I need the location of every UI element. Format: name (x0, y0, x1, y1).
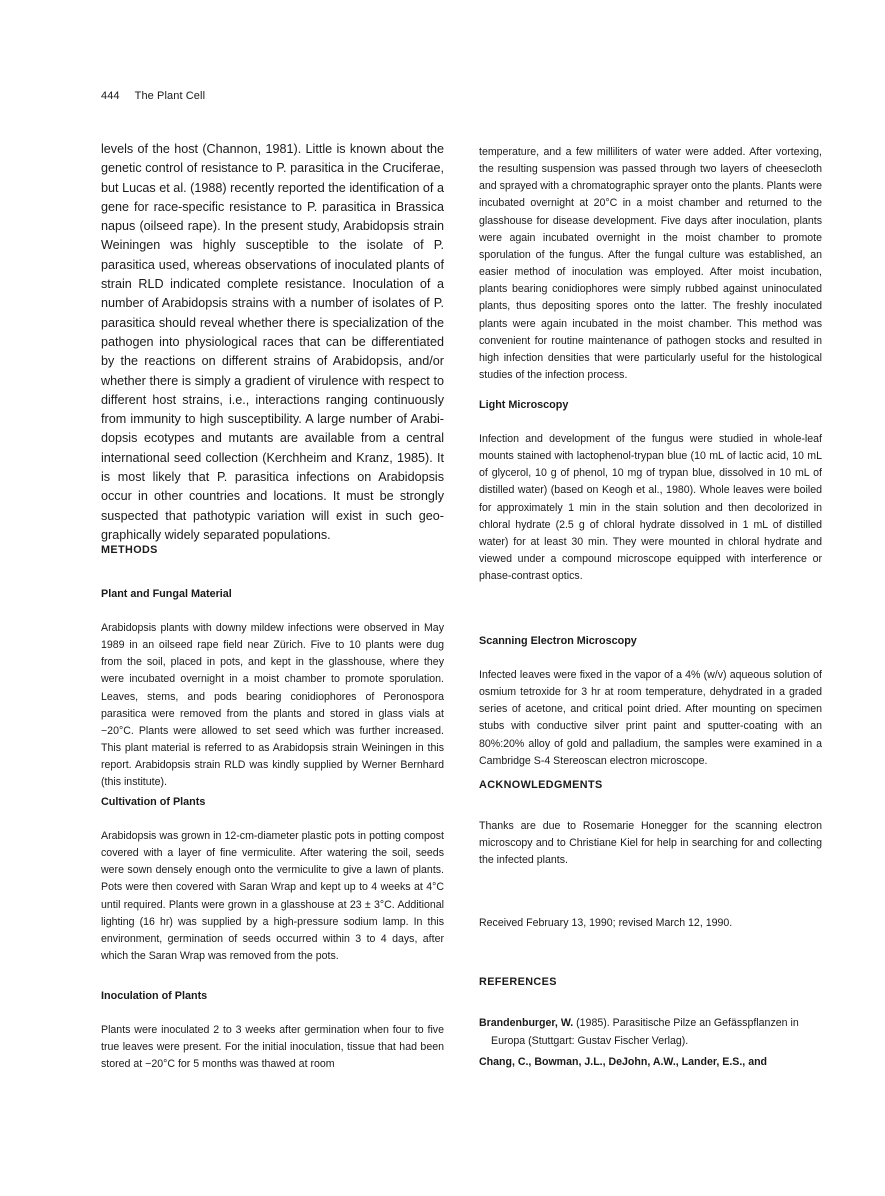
page-number: 444 (101, 90, 120, 102)
acknowledgments-block (479, 818, 822, 869)
sem-text: Infected leaves were fixed in the vapor of a 4% (w/v) aqueous solution of osmium tetroxide for 3 hr at room temperature, dehydrated in a graded series of acetone, and critical point dried. After mounting on specimen stubs with conductive silver print paint and sputter-coating with an 80%:20% alloy of gold and palladium, the samples were examined in a Cambridge S-4 Stereoscan electron microscope. (479, 669, 822, 767)
plant-fungal-heading: Plant and Fungal Material (101, 588, 232, 600)
cultivation-block (101, 828, 444, 965)
reference-details: (1985). Parasitische Pilze an Gefässpflanzen in Europa (Stuttgart: Gustav Fischer Verlag). (491, 1017, 799, 1047)
references-list (479, 1015, 822, 1076)
sem-block (479, 667, 822, 770)
inoculation-block (101, 1022, 444, 1073)
acknowledgments-text: Thanks are due to Rosemarie Honegger for the scanning electron microscopy and to Christiane Kiel for help in searching for and collecting the infected plants. (479, 820, 822, 867)
intro-paragraph-block (101, 140, 444, 545)
cultivation-text: Arabidopsis was grown in 12-cm-diameter plastic pots in potting compost covered with a layer of fine vermiculite. After watering the soil, seeds were sown densely enough onto the vermiculite to give a lawn of plants. Pots were then covered with Saran Wrap and kept up to 4 weeks at 4°C until required. Plants were grown in a glasshouse at 23 ± 3°C. Additional lighting (16 hr) was supplied by a high-pressure sodium lamp. In this environment, germination of seeds occurred within 3 to 4 days, after which the Saran Wrap was removed from the pots. (101, 830, 444, 963)
references-heading: REFERENCES (479, 976, 557, 988)
plant-fungal-text: Arabidopsis plants with downy mildew infections were observed in May 1989 in an oilseed rape field near Zürich. Five to 10 plants were dug from the soil, placed in pots, and kept in the glasshouse, where they were incubated overnight in a moist chamber to promote sporulation. Leaves, stems, and pods bearing conidiophores of Peronospora parasitica were removed from the plants and stored in glass vials at −20°C. Plants were allowed to set seed which was further increased. This plant material is referred to as Arabidopsis strain Weiningen in this report. Arabidopsis strain RLD was kindly supplied by Werner Bernhard (this institute). (101, 622, 444, 789)
reference-authors: Chang, C., Bowman, J.L., DeJohn, A.W., Lander, E.S., and (479, 1056, 768, 1068)
continuation-text: temperature, and a few milliliters of water were added. After vortexing, the resulting suspension was passed through two layers of cheesecloth and sprayed with a chromatographic sprayer onto the plants. Plants were incubated overnight at 20°C in a moist chamber and returned to the glasshouse for disease development. Five days after inoculation, plants were again incubated overnight in the moist chamber to promote sporulation of the fungus. After the fungal culture was established, an easier method of inoculation was employed. After moist incubation, plants bearing conidiophores were simply rubbed against uninoculated plants, thus depositing spores onto the latter. The freshly inoculated plants were again incubated in the moist chamber. This method was convenient for routine maintenance of pathogen stocks and resulted in high infection densities that were particularly useful for the histological studies of the infection process. (479, 146, 822, 382)
journal-title: The Plant Cell (134, 90, 206, 102)
plant-fungal-block (101, 620, 444, 792)
cultivation-heading: Cultivation of Plants (101, 796, 206, 808)
running-head (101, 90, 205, 102)
received-dates: Received February 13, 1990; revised March 12, 1990. (479, 917, 733, 929)
inoculation-heading: Inoculation of Plants (101, 990, 208, 1002)
received-block (479, 915, 822, 932)
methods-heading: METHODS (101, 544, 158, 556)
reference-item (479, 1054, 822, 1072)
reference-authors: Brandenburger, W. (479, 1017, 574, 1029)
acknowledgments-heading: ACKNOWLEDGMENTS (479, 779, 603, 791)
inoculation-text: Plants were inoculated 2 to 3 weeks after germination when four to five true leaves were present. For the initial inoculation, tissue that had been stored at −20°C for 5 months was thawed at room (101, 1024, 444, 1071)
continuation-block (479, 144, 822, 384)
intro-paragraph: levels of the host (Channon, 1981). Little is known about the genetic control of resistance to P. parasitica in the Cruciferae, but Lucas et al. (1988) recently reported the identification of a gene for race-specific resistance to P. parasitica in Brassica napus (oilseed rape). In the present study, Arabidopsis strain Weiningen was highly susceptible to the isolate of P. parasitica used, whereas observations of inoculated plants of strain RLD indicated complete resistance. Inoculation of a number of Arabidopsis strains with a number of isolates of P. parasitica should reveal whether there is specialization of the pathogen into physiological races that can be differentiated by the reactions on different strains of Arabidopsis, and/or whether there is simply a gradient of virulence with respect to different host strains, i.e., interactions ranging continuously from immunity to high susceptibility. A large number of Arabidopsis ecotypes and mutants are available from a central international seed collection (Kerchheim and Kranz, 1985). It is most likely that P. parasitica infections on Arabidopsis occur in other countries and locations. It must be strongly suspected that pathotypic variation will exist in such geographically widely separated populations. (101, 142, 444, 542)
reference-item (479, 1015, 822, 1050)
light-microscopy-block (479, 431, 822, 585)
light-microscopy-heading: Light Microscopy (479, 399, 569, 411)
light-microscopy-text: Infection and development of the fungus were studied in whole-leaf mounts stained with lactophenol-trypan blue (10 mL of lactic acid, 10 mL of glycerol, 10 g of phenol, 10 mg of trypan blue, dissolved in 10 mL of distilled water) (based on Keogh et al., 1980). Whole leaves were boiled for approximately 1 min in the stain solution and then decolorized in chloral hydrate (2.5 g of chloral hydrate dissolved in 1 mL of distilled water) for at least 30 min. They were mounted in chloral hydrate and viewed under a compound microscope equipped with interference or phase-contrast optics. (479, 433, 822, 583)
sem-heading: Scanning Electron Microscopy (479, 635, 637, 647)
